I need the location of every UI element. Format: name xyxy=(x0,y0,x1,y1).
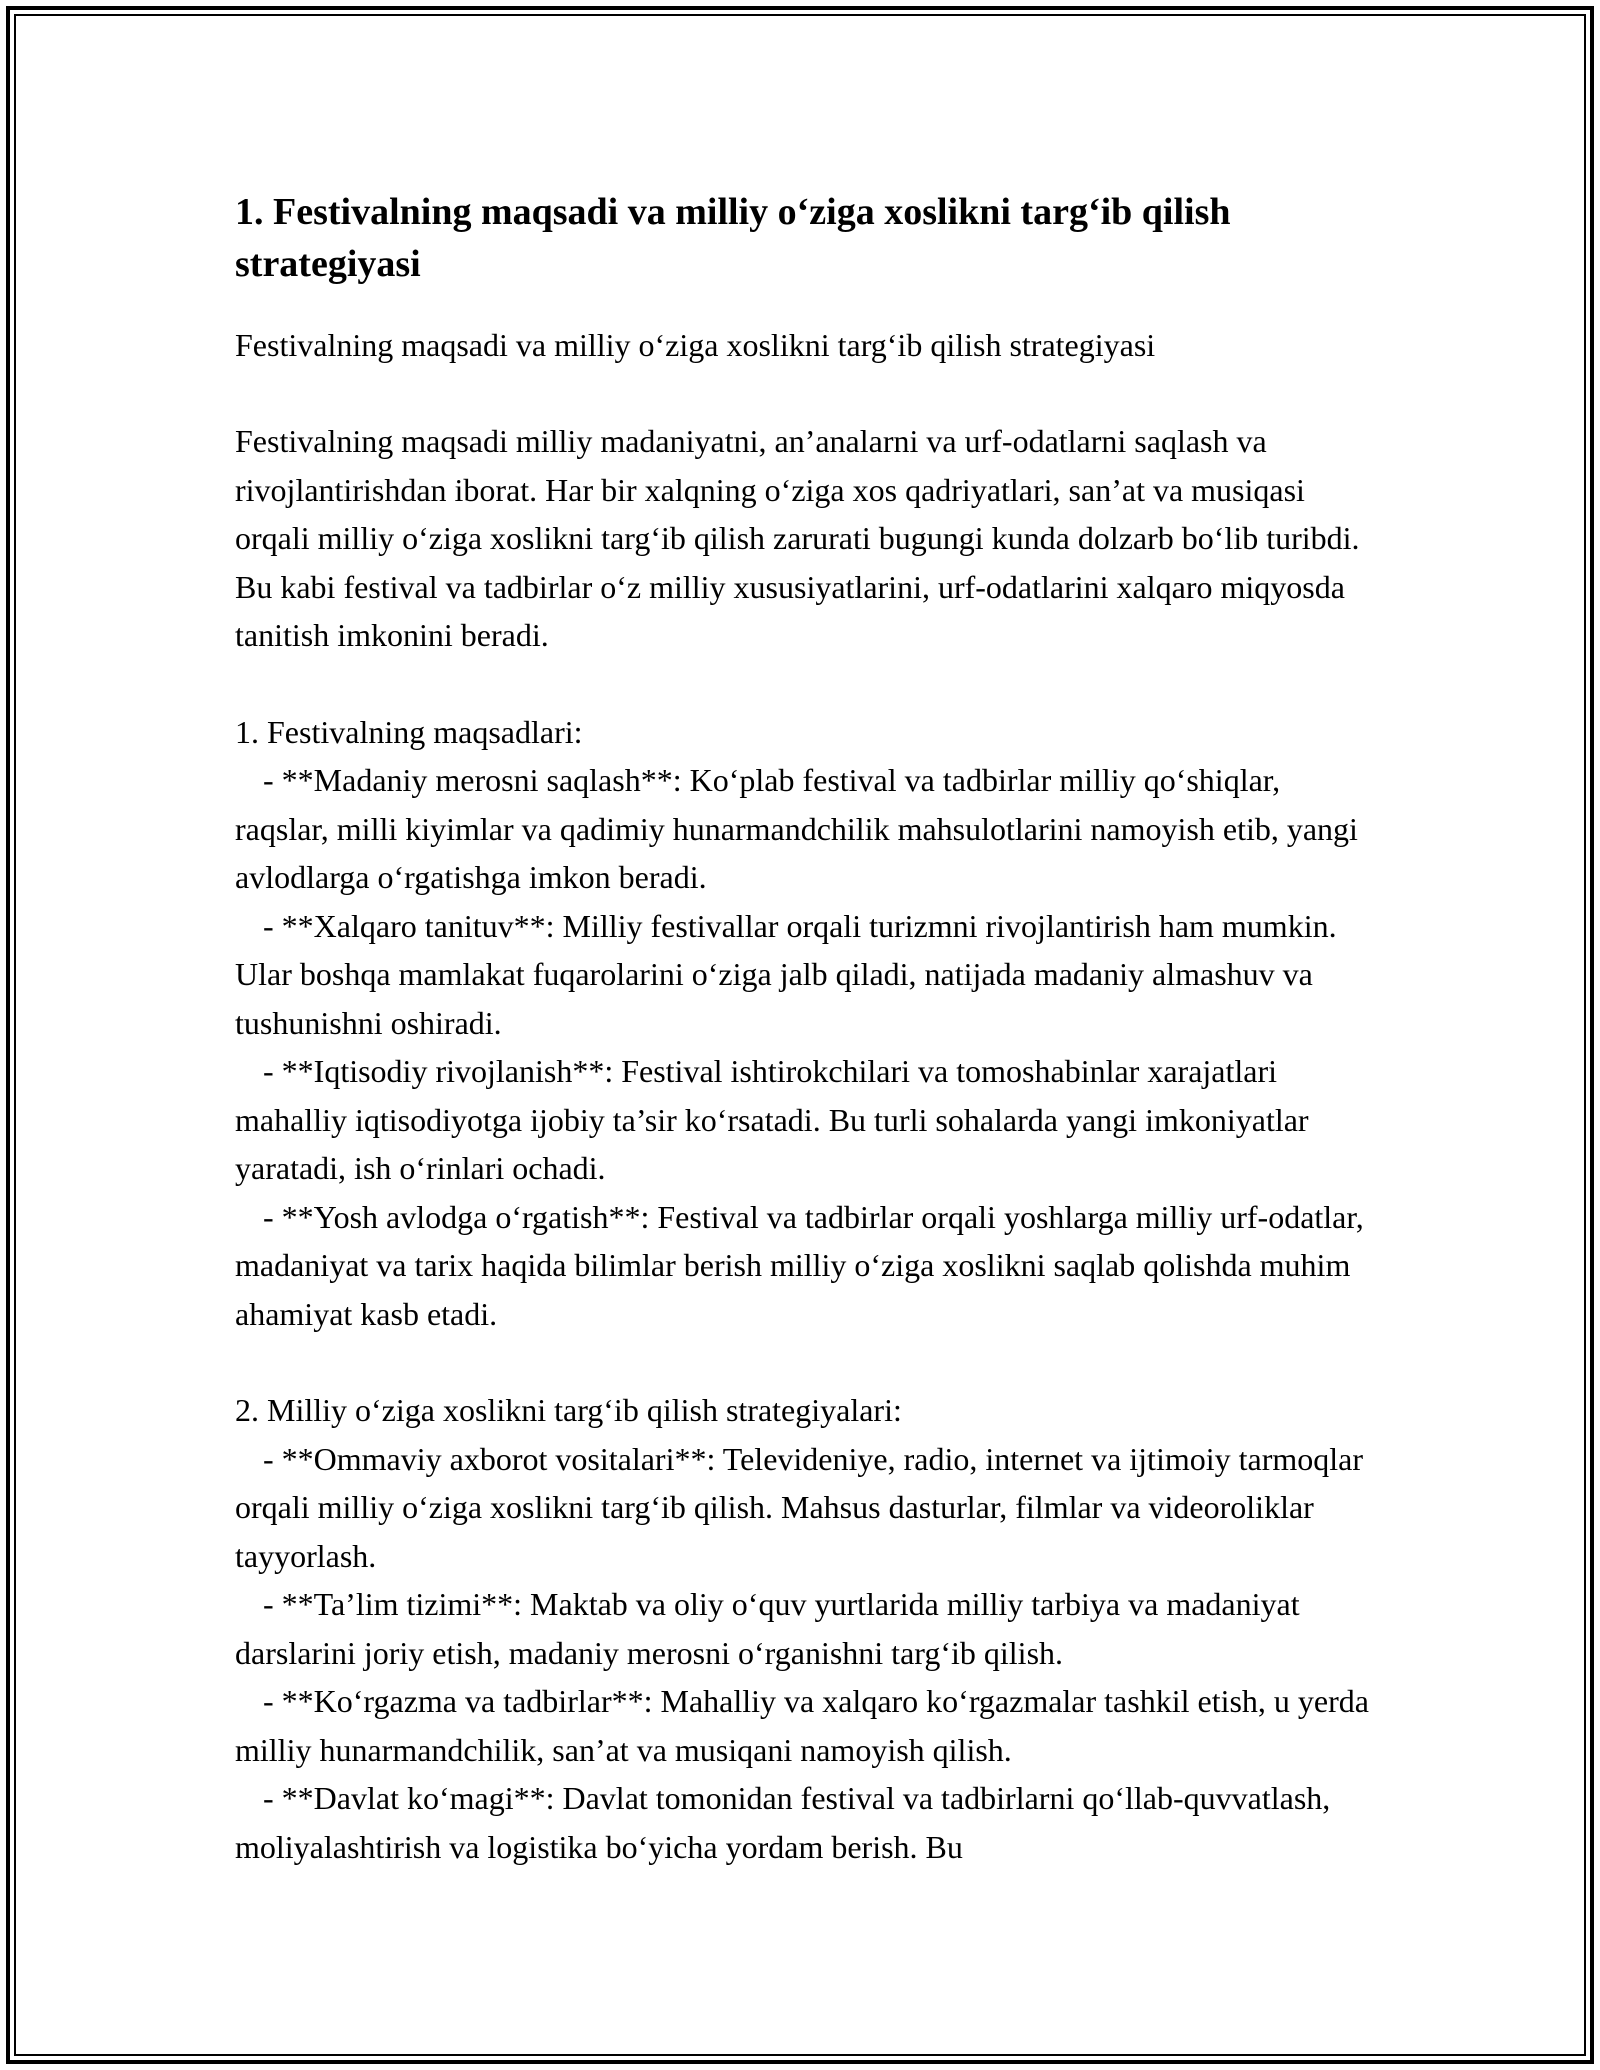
document-heading: 1. Festivalning maqsadi va milliy o‘ziga xoslikni targ‘ib qilish strategiyasi xyxy=(235,191,1231,285)
list-item-text: - **Xalqaro tanituv**: Milliy festivallar orqali turizmni rivojlantirish ham mumkin. Ular boshqa mamlakat fuqarolarini o‘ziga jalb qiladi, natijada madaniy almashuv va tushunishni oshiradi. xyxy=(235,907,1337,1041)
list-item-text: - **Yosh avlodga o‘rgatish**: Festival va tadbirlar orqali yoshlarga milliy urf-odatlar, madaniyat va tarix haqida bilimlar berish milliy o‘ziga xoslikni saqlab qolishda muhim ahamiyat kasb etadi. xyxy=(235,1198,1364,1332)
list-item xyxy=(235,902,1370,1048)
list-item xyxy=(235,1435,1370,1581)
list-item-text: - **Ko‘rgazma va tadbirlar**: Mahalliy va xalqaro ko‘rgazmalar tashkil etish, u yerda milliy hunarmandchilik, san’at va musiqani namoyish qilish. xyxy=(235,1683,1369,1768)
list-item xyxy=(235,1193,1370,1339)
list-item-text: - **Madaniy merosni saqlash**: Ko‘plab festival va tadbirlar milliy qo‘shiqlar, raqslar, milli kiyimlar va qadimiy hunarmandchilik mahsulotlarini namoyish etib, yangi avlodlarga o‘rgatishga imkon beradi. xyxy=(235,762,1358,895)
intro-paragraph: Festivalning maqsadi milliy madaniyatni, an’analarni va urf-odatlarni saqlash va rivojlantirishdan iborat. Har bir xalqning o‘ziga xos qadriyatlari, san’at va musiqasi orqali milliy o‘ziga xoslikni targ‘ib qilish zarurati bugungi kunda dolzarb bo‘lib turibdi. Bu kabi festival va tadbirlar o‘z milliy xususiyatlarini, urf-odatlarini xalqaro miqyosda tanitish imkonini beradi. xyxy=(235,423,1360,653)
list-item xyxy=(235,1677,1370,1774)
list-item-text: - **Ommaviy axborot vositalari**: Televideniye, radio, internet va ijtimoiy tarmoqlar orqali milliy o‘ziga xoslikni targ‘ib qilish. Mahsus dasturlar, filmlar va videoroliklar tayyorlash. xyxy=(235,1440,1363,1574)
list-item xyxy=(235,1047,1370,1193)
section-goals xyxy=(235,708,1370,1339)
list-item xyxy=(235,756,1370,902)
list-item xyxy=(235,1774,1370,1871)
list-item xyxy=(235,1580,1370,1677)
section-title: 1. Festivalning maqsadlari: xyxy=(235,713,583,750)
list-item-text: - **Davlat ko‘magi**: Davlat tomonidan festival va tadbirlarni qo‘llab-quvvatlash, moliyalashtirish va logistika bo‘yicha yordam berish. Bu xyxy=(235,1780,1331,1865)
section-title: 2. Milliy o‘ziga xoslikni targ‘ib qilish strategiyalari: xyxy=(235,1392,902,1428)
list-item-text: - **Iqtisodiy rivojlanish**: Festival ishtirokchilari va tomoshabinlar xarajatlari mahalliy iqtisodiyotga ijobiy ta’sir ko‘rsatadi. Bu turli sohalarda yangi imkoniyatlar yaratadi, ish o‘rinlari ochadi. xyxy=(235,1053,1309,1186)
document-body xyxy=(235,186,1370,1919)
document-subtitle: Festivalning maqsadi va milliy o‘ziga xoslikni targ‘ib qilish strategiyasi xyxy=(235,327,1156,363)
list-item-text: - **Ta’lim tizimi**: Maktab va oliy o‘quv yurtlarida milliy tarbiya va madaniyat darslarini joriy etish, madaniy merosni o‘rganishni targ‘ib qilish. xyxy=(235,1586,1300,1671)
section-strategies xyxy=(235,1386,1370,1871)
